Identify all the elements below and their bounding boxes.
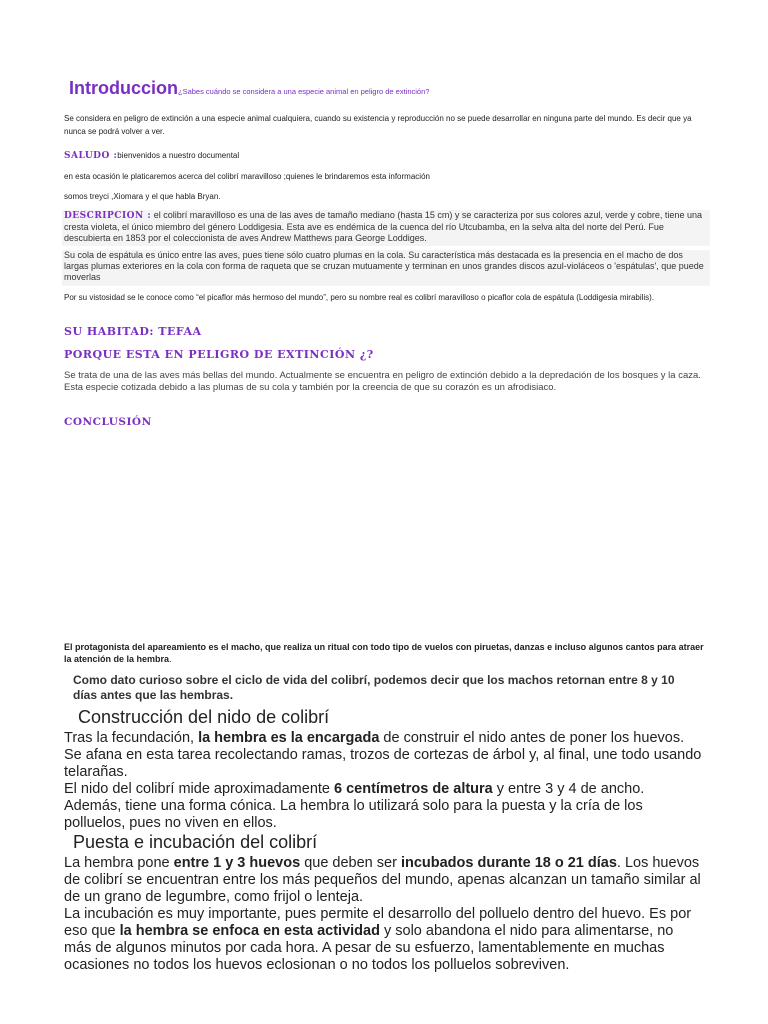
nido-p2-c: y entre 3 y 4 de ancho. Además, tiene una forma cónica. La hembra lo utilizará solo para la puesta y la cría de los polluelos, pues no viven en ellos. [64,781,645,831]
nido-p1-a: Tras la fecundación, [64,730,199,746]
puesta-p1-e: . Los huevos de colibrí se encuentran entre los más pequeños del mundo, apenas alcanzan un tamaño similar al de un grano de legumbre, como frijol o lenteja. [64,855,701,905]
saludo-label: SALUDO : [64,151,118,161]
descripcion-label: DESCRIPCION : [64,211,152,221]
descripcion-paragraph-2: Su cola de espátula es único entre las aves, pues tiene sólo cuatro plumas en la cola. Su característica más destacada es la presencia en el macho de dos largas plumas exteriores en la cola con forma de raqueta que se cruzan mutuamente y terminan en unos grandes discos azul-violáceos o 'espátulas', que puede moverlas [62,250,710,286]
puesta-p2-bold: la hembra se enfoca en esta actividad [119,923,380,939]
saludo-line [64,149,704,163]
puesta-paragraph-1 [64,855,704,906]
nido-p2-a: El nido del colibrí mide aproximadamente [64,781,334,797]
intro-heading [69,78,729,99]
puesta-p1-c: que deben ser [300,855,401,871]
nido-p1-c: de construir el nido antes de poner los huevos. Se afana en esta tarea recolectando ramas, trozos de cortezas de árbol y, al final, une todo usando telarañas. [64,730,702,780]
puesta-p1-bold-2: incubados durante 18 o 21 días [400,855,617,871]
descripcion-paragraph [62,210,710,246]
saludo-line-3: somos treyci ,Xiomara y el que habla Bryan. [64,192,221,201]
nido-paragraph-1 [64,730,704,781]
peligro-heading: PORQUE ESTA EN PELIGRO DE EXTINCIÓN ¿? [64,348,374,361]
habitat-heading: SU HABITAD: TEFAA [64,325,202,338]
nido-p2-bold: 6 centímetros de altura [334,781,493,797]
peligro-text: Se trata de una de las aves más bellas del mundo. Actualmente se encuentra en peligro de extinción debido a la depredación de los bosques y la caza. Esta especie cotizada debido a las plumas de su cola y también por la creencia de que su corazón es un afrodisiaco. [64,370,701,393]
descripcion-paragraph-3: Por su vistosidad se le conoce como “el picaflor más hermoso del mundo”, pero su nombre real es colibrí maravilloso o picaflor cola de espátula (Loddigesia mirabilis). [64,293,655,302]
puesta-p1-bold-1: entre 1 y 3 huevos [173,855,301,871]
nido-heading: Construcción del nido de colibrí [78,707,330,727]
apareamiento-text: El protagonista del apareamiento es el macho, que realiza un ritual con todo tipo de vuelos con piruetas, danzas e incluso algunos cantos para atraer la atención de la hembra. [64,642,704,664]
puesta-heading: Puesta e incubación del colibrí [73,832,318,852]
puesta-p1-a: La hembra pone [64,855,174,871]
descripcion-text: el colibrí maravilloso es una de las aves de tamaño mediano (hasta 15 cm) y se caracteriza por sus colores azul, verde y cobre, tiene una cresta violeta, el único miembro del género Loddigesia. Esta ave es endémica de la cuenca del río Utcubamba, en la selva alta del norte del Perú. Fue descubierta en 1853 por el coleccionista de aves Andrew Matthews para George Loddiges. [64,210,702,243]
nido-paragraph-2 [64,781,704,832]
apareamiento-body: El protagonista del apareamiento es el macho, que realiza un ritual con todo tipo de vuelos con piruetas, danzas e incluso algunos cantos para atraer la atención de la hembra [64,642,704,664]
nido-p1-bold: la hembra es la encargada [198,730,380,746]
saludo-line-2: en esta ocasión le platicaremos acerca del colibrí maravilloso ;quienes le brindaremos esta información [64,172,430,181]
conclusion-heading: CONCLUSIÓN [64,416,152,428]
puesta-paragraph-2 [64,906,704,974]
puesta-p2-c: y solo abandona el nido para alimentarse, no más de algunos minutos por cada hora. A pesar de su esfuerzo, lamentablemente en muchas ocasiones no todos los huevos eclosionan o no todos los polluelos sobreviven. [64,923,674,973]
dato-curioso: Como dato curioso sobre el ciclo de vida del colibrí, podemos decir que los machos retornan entre 8 y 10 días antes que las hembras. [73,673,675,702]
puesta-p2-a: La incubación es muy importante, pues permite el desarrollo del polluelo dentro del huevo. Es por eso que [64,906,692,939]
intro-question: ¿Sabes cuándo se considera a una especie animal en peligro de extinción? [178,87,430,96]
intro-title: Introduccion [69,78,178,98]
definition-text: Se considera en peligro de extinción a una especie animal cualquiera, cuando su existencia y reproducción no se puede desarrollar en ninguna parte del mundo. Es decir que ya nunca se podrá volver a ver. [64,114,692,136]
saludo-text: bienvenidos a nuestro documental [117,151,240,160]
